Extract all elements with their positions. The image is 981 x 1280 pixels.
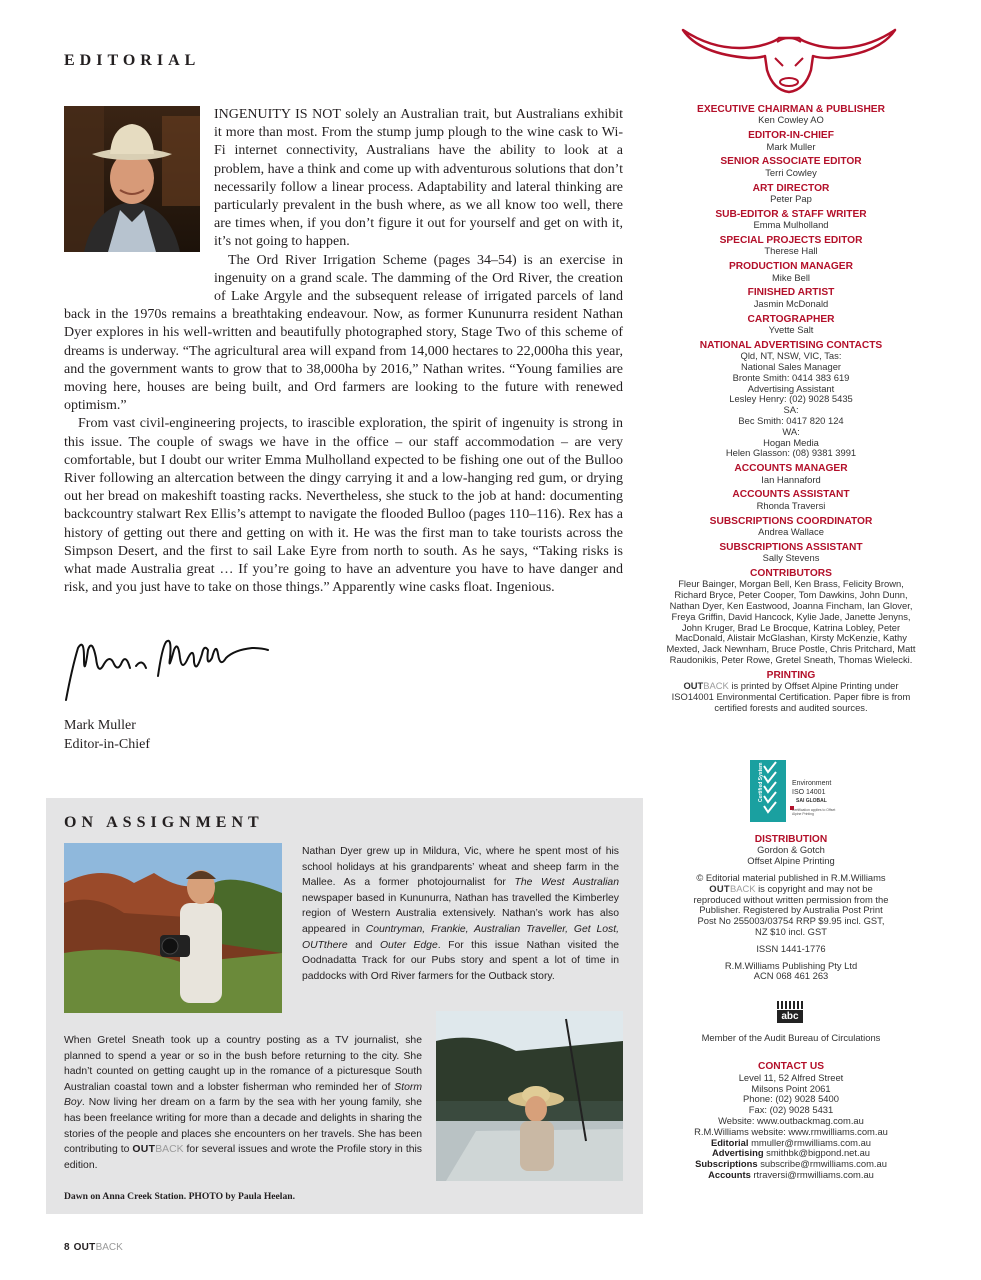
masthead-name: Emma Mulholland: [753, 219, 829, 231]
masthead-role: SPECIAL PROJECTS EDITOR: [719, 235, 863, 247]
outback-wordmark-light: BACK: [95, 1242, 123, 1253]
abc-audit-logo: [776, 1000, 804, 1024]
cert-small-text: Certification applies to Offset Alpine Printing: [792, 808, 836, 816]
contact-role: CONTACT US: [757, 1061, 825, 1072]
masthead-role: NATIONAL ADVERTISING CONTACTS: [699, 339, 883, 351]
bio-text: . For this issue Nathan visited the Oodnadatta Track for our Pubs story and spent a lot of time in paddocks with Ord River farmers for the Outback story.: [302, 939, 619, 982]
masthead-role: SUBSCRIPTIONS COORDINATOR: [709, 515, 873, 527]
nathan-dyer-photo: [64, 843, 282, 1013]
bio-text: and: [347, 939, 380, 951]
bio-text: for several issues and wrote the Profile story in this edition.: [64, 1144, 422, 1171]
cert-line2: ISO 14001: [792, 789, 826, 796]
masthead-name: Terri Cowley: [765, 166, 817, 178]
contact-email-label: Subscriptions: [695, 1158, 758, 1170]
masthead-role: SUB-EDITOR & STAFF WRITER: [715, 208, 867, 220]
masthead-name: Ian Hannaford: [761, 473, 821, 485]
abc-logo-text: abc: [781, 1011, 799, 1022]
masthead-role: CONTRIBUTORS: [750, 568, 832, 580]
copyright-pre: © Editorial material published in R.M.Williams: [696, 872, 886, 883]
editorial-paragraph: From vast civil-engineering projects, to irascible exploration, the spirit of ingenuity is strong in this issue. The couple of swags we have in the office – our staff accommodation – are very comfortable, but I doubt our writer Emma Mulholland expected to be fishing one out of the Bulloo River following an altercation between the dingy carrying it and a low-hanging red gum, or drying out her bread on makeshift toasting racks. Nevertheless, she stuck to the job at hand: documenting backcountry stalwart Rex Ellis’s attempt to navigate the flooded Bulloo (pages 110–116). Rex has a history of getting out there and getting on with it. He was the first man to take tourists across the Simpson Desert, and the first to sail Lake Eyre from north to south. As he says, “Taking risks is what made Australia great … If you’re going to have an adventure you have to have danger and risk, and you just have to take on those things.” Apparently wine casks float. Ingenious.: [64, 416, 623, 596]
masthead-name: Yvette Salt: [768, 324, 814, 336]
outback-wordmark-bold: OUT: [132, 1144, 156, 1156]
copyright-notice: [664, 873, 918, 938]
editorial-heading: EDITORIAL: [64, 52, 201, 69]
contact-email-label: Advertising: [711, 1147, 764, 1159]
contact-address: Level 11, 52 Alfred Street Milsons Point 2061 Phone: (02) 9028 5400 Fax: (02) 9028 5431 Website: www.outbackmag.com.au R.M.Williams website: www.rmwilliams.com.au: [694, 1071, 888, 1137]
masthead-role: FINISHED ARTIST: [747, 287, 835, 299]
iso-certification-badge: [750, 760, 840, 822]
cert-line1: Environment: [792, 780, 832, 787]
on-assignment-heading: ON ASSIGNMENT: [64, 814, 264, 831]
bio-text: When Gretel Sneath took up a country posting as a TV journalist, she planned to spend a year or so in the bush before returning to the city. She hadn’t counted on getting caught up in the romance of a picturesque South Australian coastal town and a lobster fisherman who reminded her of: [64, 1035, 422, 1093]
contact-email-label: Editorial: [710, 1136, 749, 1148]
outback-wordmark-bold: OUT: [683, 680, 704, 692]
page-folio: [64, 1242, 123, 1253]
copyright-post: is copyright and may not be reproduced without written permission from the Publisher. Registered by Australia Post Print Post No 255003/03754 RRP $9.95 incl. GST, NZ $10 incl. GST: [693, 882, 889, 937]
masthead-credits: [664, 104, 918, 714]
masthead-name: Rhonda Traversi: [756, 499, 826, 511]
cert-org: SAI GLOBAL: [796, 798, 827, 804]
publisher-info: R.M.Williams Publishing Pty Ltd ACN 068 461 263: [724, 959, 858, 982]
advertising-contacts: Qld, NT, NSW, VIC, Tas: National Sales Manager Bronte Smith: 0414 383 619 Advertising Assistant Lesley Henry: (02) 9028 5435 SA: Bec Smith: 0417 820 124 WA: Hogan Media Helen Glasson: (08) 9381 3991: [725, 350, 857, 459]
bio-italic: The West Australian: [514, 877, 619, 889]
bio-italic: Countryman, Frankie, Australian Traveller, Get Lost, OUTthere: [302, 923, 619, 951]
contact-email-value[interactable]: rtraversi@rmwilliams.com.au: [753, 1168, 874, 1180]
masthead-name: Jasmin McDonald: [753, 297, 829, 309]
masthead-role: SUBSCRIPTIONS ASSISTANT: [719, 541, 863, 553]
outback-wordmark-light: BACK: [155, 1144, 184, 1156]
signoff-name: Mark Muller: [64, 718, 136, 733]
distribution-section: [664, 834, 918, 982]
printing-role: PRINTING: [766, 669, 816, 681]
contact-email-row: [664, 1170, 918, 1181]
masthead-name: Mike Bell: [771, 271, 811, 283]
nathan-dyer-bio: [302, 844, 619, 984]
masthead-role: EXECUTIVE CHAIRMAN & PUBLISHER: [697, 104, 885, 115]
bio-text: . Now living her dream on a farm by the sea with her young family, she has been freelance writing for more than a decade and delights in sharing the stories of the people and places she encounters on her travels. She has been contributing to: [64, 1097, 422, 1156]
bio-italic: Outer Edge: [379, 939, 438, 951]
photo-caption: Dawn on Anna Creek Station. PHOTO by Paula Heelan.: [64, 1191, 295, 1202]
contact-email-value[interactable]: subscribe@rmwilliams.com.au: [760, 1158, 887, 1170]
contact-email-value[interactable]: mmuller@rmwilliams.com.au: [751, 1136, 872, 1148]
printing-text: [664, 681, 918, 713]
bio-italic: Storm Boy: [64, 1081, 422, 1109]
signoff-title: Editor-in-Chief: [64, 737, 151, 752]
masthead-role: ACCOUNTS ASSISTANT: [732, 489, 850, 501]
abc-membership-text: Member of the Audit Bureau of Circulations: [701, 1032, 881, 1043]
outback-wordmark-light: BACK: [703, 680, 729, 692]
masthead-role: ACCOUNTS MANAGER: [734, 463, 848, 475]
cert-side-label: Certified System: [758, 762, 764, 802]
contact-email-label: Accounts: [708, 1168, 751, 1180]
masthead-name: Peter Pap: [770, 193, 812, 205]
masthead-role: ART DIRECTOR: [752, 182, 830, 194]
distribution-role: DISTRIBUTION: [754, 834, 828, 845]
editor-signature: [62, 628, 272, 708]
outback-wordmark-light: BACK: [729, 882, 756, 894]
bull-logo: [679, 24, 899, 94]
masthead-name: Ken Cowley AO: [758, 114, 824, 126]
distribution-lines: Gordon & Gotch Offset Alpine Printing: [747, 844, 835, 867]
contributors-list: Fleur Bainger, Morgan Bell, Ken Brass, Felicity Brown, Richard Bryce, Peter Cooper, Tom Dawkins, John Dunn, Nathan Dyer, Ken Eastwood, Joanna Fincham, Ian Glover, Freya Griffin, David Hancock, Kylie Jade, Janette Jenyns, John Kruger, Brad Le Brocque, Katrina Lobley, Peter MacDonald, Alistair McGlashan, Kirsty McKenzie, Kathy Mexted, Jack Newnham, Bruce Postle, Chris Pritchard, Matt Raudonikis, Peter Rowe, Gretel Sneath, Thomas Wielecki.: [666, 578, 916, 665]
editorial-body: [64, 106, 623, 597]
masthead-role: CARTOGRAPHER: [747, 313, 835, 325]
gretel-sneath-bio: [64, 1033, 422, 1173]
bio-text: newspaper based in Kununurra, Nathan has travelled the Kimberley region of Western Australia extensively. Nathan’s work has also appeared in: [302, 892, 619, 935]
masthead-name: Mark Muller: [766, 140, 816, 152]
contact-section: [664, 1062, 918, 1181]
bio-text: Nathan Dyer grew up in Mildura, Vic, where he spent most of his school holidays at his grandparents’ wheat and sheep farm in the Mallee. As a former photojournalist for: [302, 846, 619, 889]
masthead-role: EDITOR-IN-CHIEF: [748, 130, 834, 142]
masthead-role: PRODUCTION MANAGER: [729, 261, 853, 273]
printing-statement: is printed by Offset Alpine Printing under ISO14001 Environmental Certification. Paper fibre is from certified forests and audited sources.: [671, 680, 911, 713]
editorial-paragraph: The Ord River Irrigation Scheme (pages 34–54) is an exercise in ingenuity on a grand scale. The damming of the Ord River, the creation of Lake Argyle and the subsequent release of irrigated parcels of land back in the 1970s remains a breathtaking endeavour. Now, as former Kununurra resident Nathan Dyer explores in his well-written and beautifully photographed story, Stage Two of this scheme of dreams is underway. “The agricultural area will expand from 14,000 hectares to 22,000ha this year, and the government wants to grow that to 38,000ha by 2016,” Nathan writes. “Young families are moving here, houses are being built, and Ord farmers are looking to the future with renewed optimism.”: [64, 252, 623, 414]
contact-email-value[interactable]: smithbk@bigpond.net.au: [766, 1147, 871, 1159]
issn: ISSN 1441-1776: [756, 942, 826, 954]
masthead-role: SENIOR ASSOCIATE EDITOR: [720, 156, 862, 168]
outback-wordmark-bold: OUT: [73, 1242, 96, 1253]
masthead-name: Andrea Wallace: [758, 526, 824, 538]
masthead-name: Sally Stevens: [762, 552, 820, 564]
editorial-paragraph: INGENUITY IS NOT solely an Australian trait, but Australians exhibit it more than most. From the stump jump plough to the wine cask to Wi-Fi internet connectivity, Australians have the ability to look at a problem, have a think and come up with adventurous solutions that don’t necessarily follow a linear process. Adaptability and lateral thinking are particularly prevalent in the bush where, as we all know too well, there are times when, if you don’t figure it out for yourself and get on with it, it’s not going to happen.: [214, 107, 623, 250]
gretel-sneath-photo: [436, 1011, 623, 1181]
page-number: 8: [64, 1242, 70, 1253]
masthead-name: Therese Hall: [764, 245, 818, 257]
outback-wordmark-bold: OUT: [709, 882, 730, 894]
